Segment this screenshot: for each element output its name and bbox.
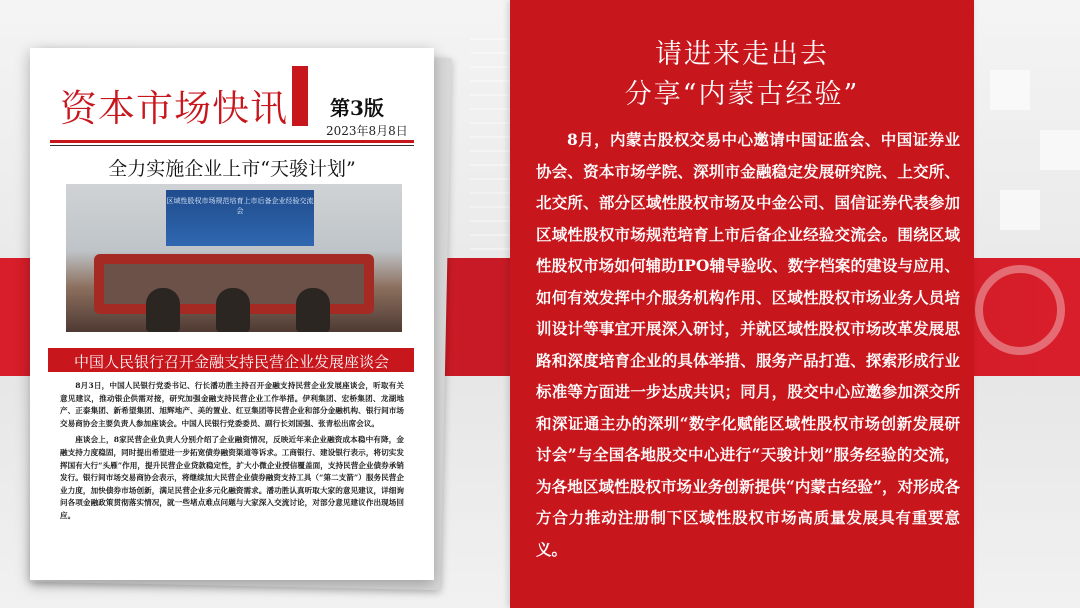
masthead-rule-black	[50, 145, 414, 146]
photo-projection-screen: 区域性股权市场规范培育上市后备企业经验交流会	[166, 190, 314, 246]
background-block-decoration	[990, 70, 1080, 230]
newspaper-headline: 全力实施企业上市“天骏计划”	[108, 158, 356, 180]
publication-date: 2023年8月8日	[326, 124, 408, 138]
masthead-red-bar	[292, 66, 308, 126]
newspaper-article	[60, 380, 404, 527]
newspaper-masthead: 资本市场快讯	[60, 87, 288, 130]
photo-attendee	[146, 288, 180, 332]
red-text-panel	[510, 0, 974, 608]
meeting-photo	[66, 184, 402, 332]
panel-title-line2: 分享“内蒙古经验”	[624, 79, 860, 110]
section-title-bar: 中国人民银行召开金融支持民营企业发展座谈会	[48, 348, 414, 372]
panel-body-text: 8月，内蒙古股权交易中心邀请中国证监会、中国证券业协会、资本市场学院、深圳市金融稳定发展研究院、上交所、北交所、部分区域性股权市场及中金公司、国信证券代表参加区域性股权市场规范培育上市后备企业经验交流会。围绕区域性股权市场如何辅助IPO辅导验收、数字档案的建设与应用、如何有效发挥中介服务机构作用、区域性股权市场业务人员培训设计等事宜开展深入研讨，并就区域性股权市场改革发展思路和深度培育企业的具体举措、服务产品打造、探索形成行业标准等方面进一步达成共识；同月，股交中心应邀参加深交所和深证通主办的深圳“数字化赋能区域性股权市场创新发展研讨会”与全国各地股交中心进行“天骏计划”服务经验的交流，为各地区域性股权市场业务创新提供“内蒙古经验”，对形成各方合力推动注册制下区域性股权市场高质量发展具有重要意义。	[536, 130, 960, 559]
masthead-rule-red	[50, 140, 414, 143]
newspaper	[30, 48, 434, 580]
edition-number: 第3版	[330, 96, 384, 120]
article-paragraph: 座谈会上，8家民营企业负责人分别介绍了企业融资情况，反映近年来企业融资成本稳中有降，金融支持力度稳固，同时提出希望进一步拓宽债券融资渠道等诉求。工商银行、建设银行表示，将切实发挥国有大行“头雁”作用，提升民营企业贷款稳定性，扩大小微企业授信覆盖面，支持民营企业债券承销发行。银行间市场交易商协会表示，将继续加大民营企业债券融资支持工具（“第二支箭”）服务民营企业力度，加快债券市场创新，满足民营企业多元化融资需求。潘功胜认真听取大家的意见建议，详细询问各项金融政策贯彻落实情况，就一些堵点难点问题与大家深入交流讨论，对部分意见建议作出现场回应。	[60, 435, 404, 520]
panel-title-line1: 请进来走出去	[655, 39, 829, 70]
background-circle-decoration	[975, 265, 1065, 355]
article-paragraph: 8月3日，中国人民银行党委书记、行长潘功胜主持召开金融支持民营企业发展座谈会，听取有关意见建议，推动银企供需对接，研究加强金融支持民营企业工作举措。伊利集团、宏桥集团、龙湖地产、正泰集团、新希望集团、旭辉地产、美的置业、红豆集团等民营企业和部分金融机构、银行间市场交易商协会主要负责人参加座谈会。中国人民银行党委委员、副行长刘国强、张青松出席会议。	[60, 381, 404, 428]
photo-attendee	[216, 288, 250, 332]
photo-attendee	[296, 288, 330, 332]
